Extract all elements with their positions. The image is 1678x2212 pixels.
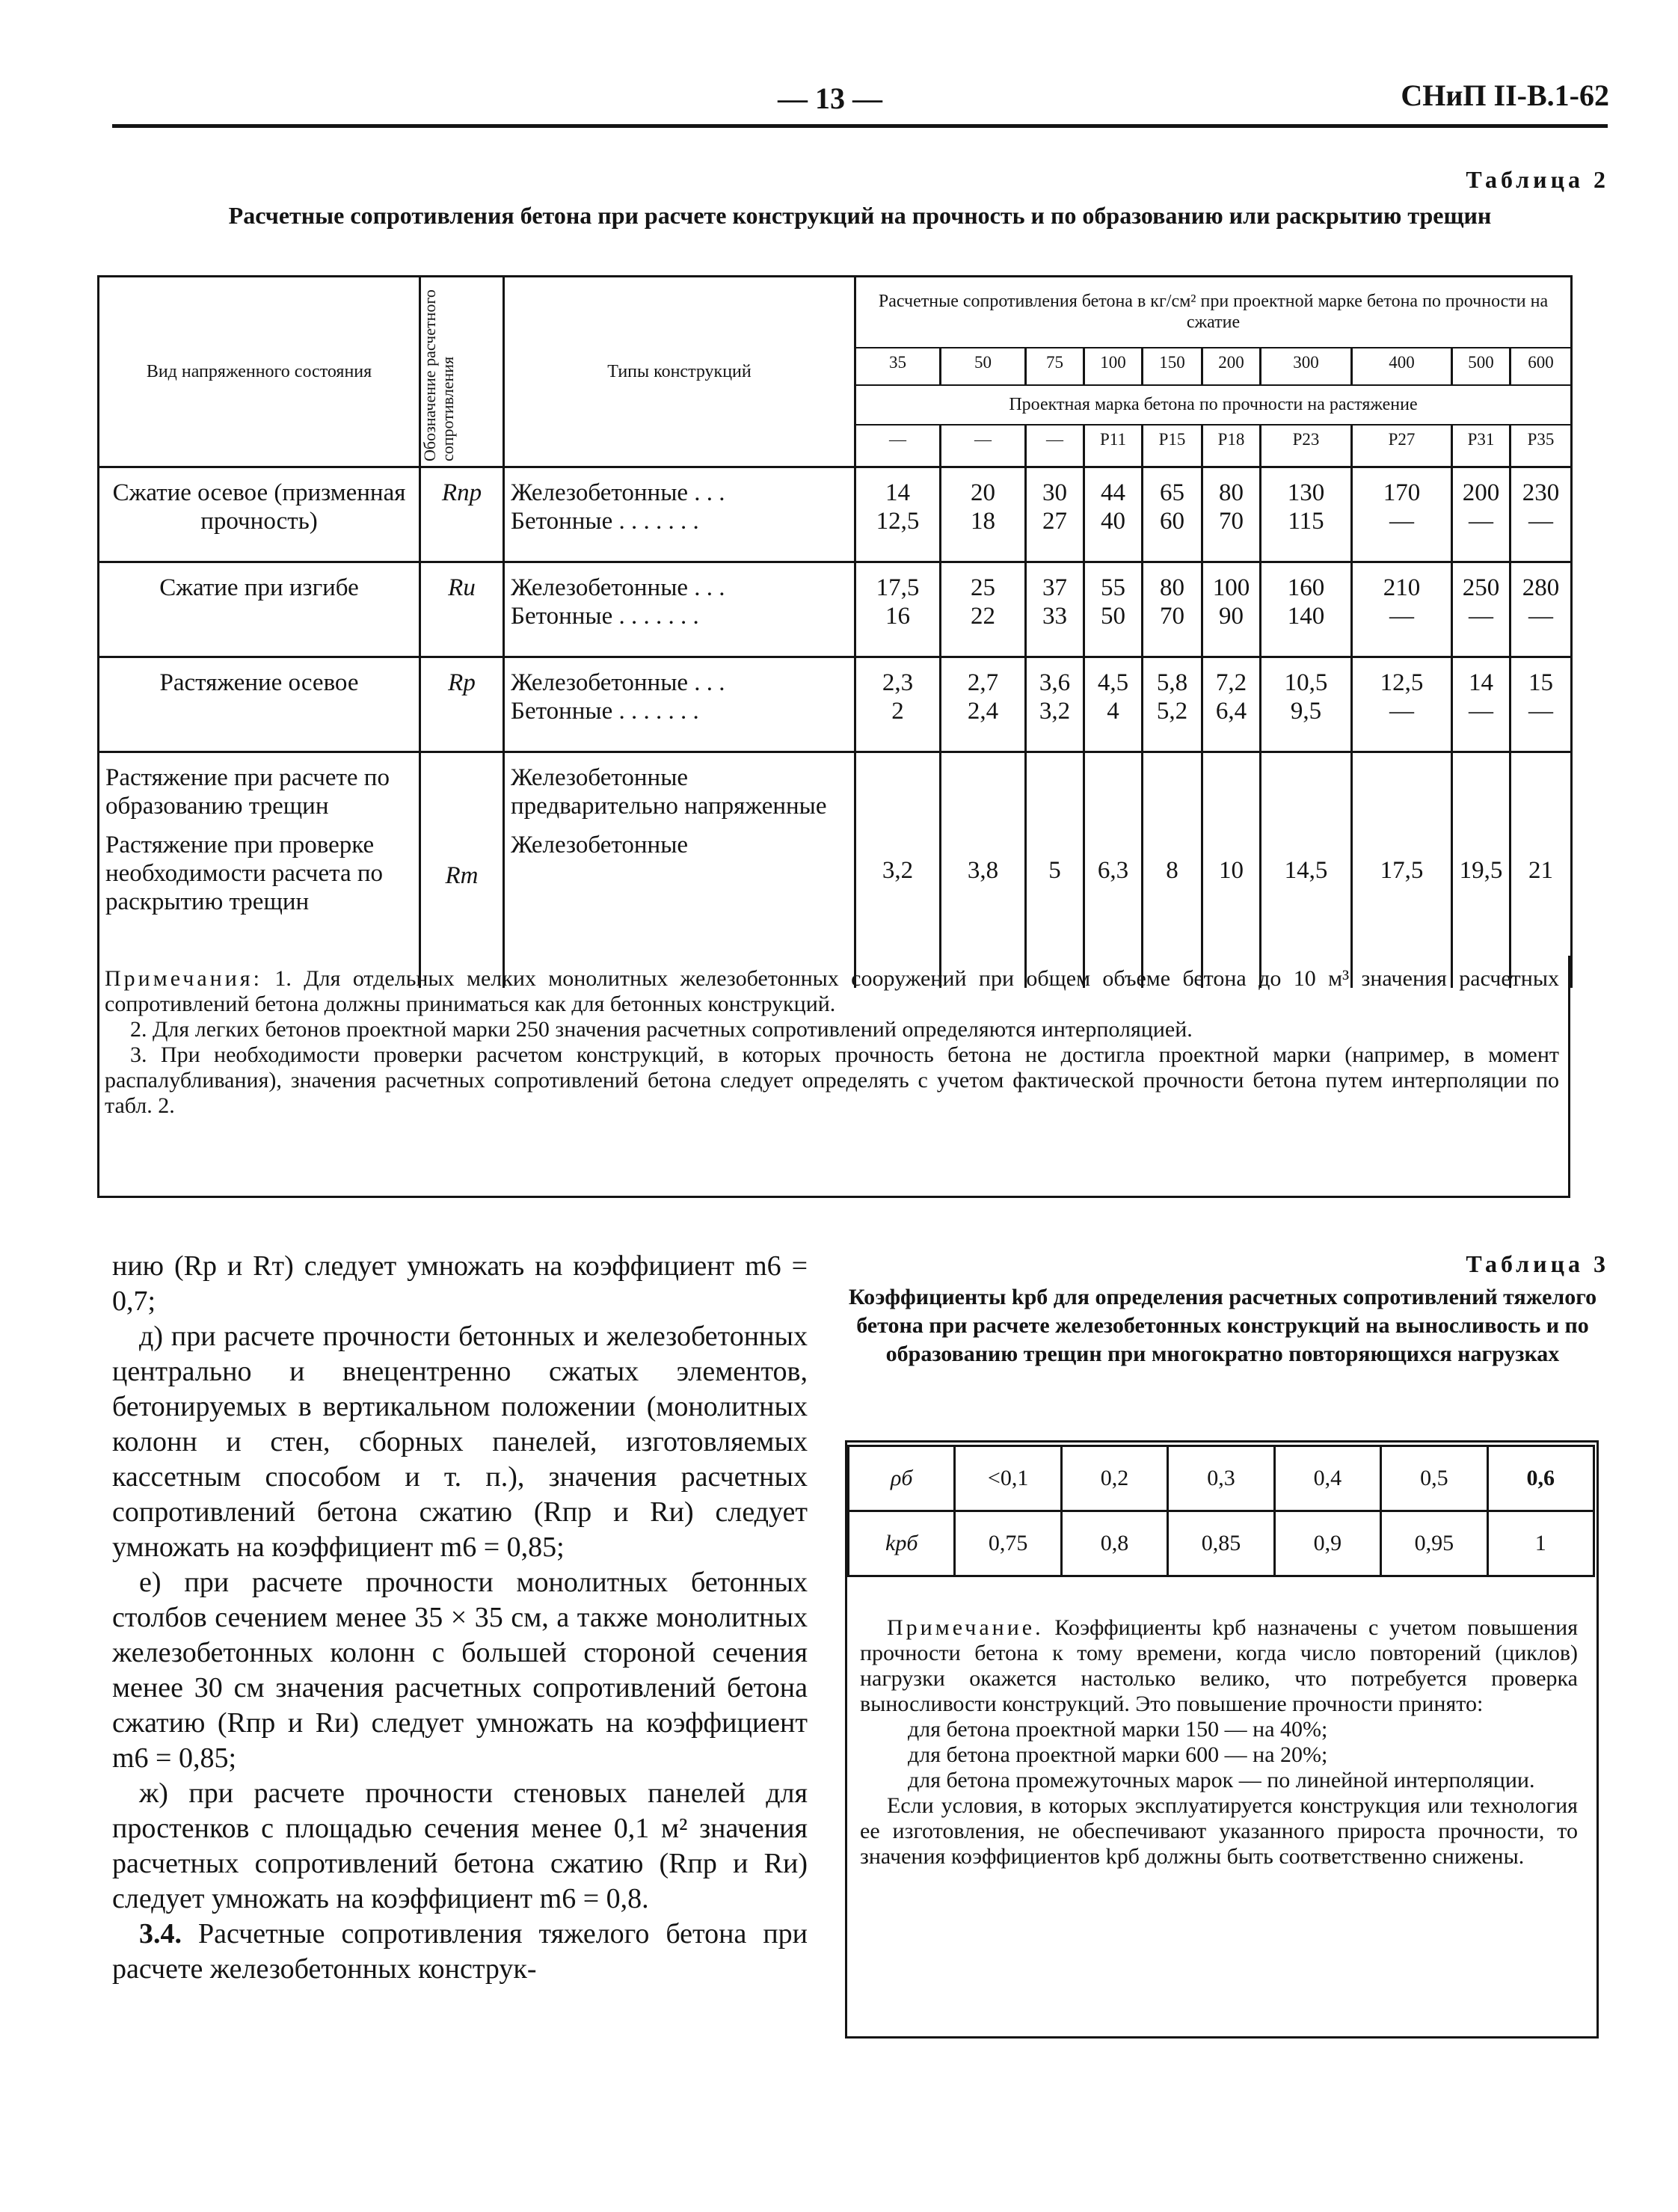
value-cell: 8 — [1143, 752, 1202, 989]
row-kind: Сжатие при изгибе — [99, 562, 420, 657]
col-kind-header: Вид напряженного состояния — [99, 277, 420, 467]
grade-300: 300 — [1261, 348, 1352, 385]
value-cell: 210 — — [1352, 562, 1452, 657]
paragraph-text: Расчетные сопротивления тяжелого бетона при расчете железобетонных конструк- — [112, 1918, 808, 1985]
grade-600: 600 — [1510, 348, 1572, 385]
table-cell: 0,75 — [955, 1511, 1061, 1576]
value-cell: 3,6 3,2 — [1026, 657, 1084, 752]
list-item: для бетона проектной марки 600 — на 20%; — [908, 1742, 1328, 1767]
note-1: 1. Для отдельных мелких монолитных железобетонных сооружений при общем объеме бетона до 10 м³ значения расчетных сопротивлений бетона должны приниматься как для бетонных конструкций. — [105, 966, 1560, 1016]
row-label: kрб — [849, 1511, 955, 1576]
grade-150: 150 — [1143, 348, 1202, 385]
table-cell: 0,85 — [1168, 1511, 1274, 1576]
note-2: 2. Для легких бетонов проектной марки 250 значения расчетных сопротивлений определяются интерполяцией. — [130, 1017, 1193, 1042]
tension-grade: Р35 — [1510, 425, 1572, 466]
paragraph: е) при расчете прочности монолитных бетонных столбов сечением менее 35 × 35 см, а также монолитных железобетонных колонн с большей стороной сечения менее 30 см значения расчетных сопротивлений бетона сжатию (Rпр и Rи) следует умножать на коэффициент m6 = 0,85; — [112, 1567, 808, 1774]
col-values-header: Расчетные сопротивления бетона в кг/см² при проектной марке бетона по прочности на сжатие — [855, 277, 1572, 348]
value-cell: 65 60 — [1143, 467, 1202, 562]
value-cell: 37 33 — [1026, 562, 1084, 657]
value-cell: 10 — [1202, 752, 1261, 989]
note-3: 3. При необходимости проверки расчетом конструкций, в которых прочность бетона не достигла проектной марки (например, в момент распалубливания), значения расчетных сопротивлений бетона следует определять с учетом фактической прочности бетона путем интерполяции по табл. 2. — [105, 1042, 1559, 1118]
value-cell: 4,5 4 — [1084, 657, 1143, 752]
value-cell: 30 27 — [1026, 467, 1084, 562]
paragraph: нию (Rр и Rт) следует умножать на коэффициент m6 = 0,7; — [112, 1250, 808, 1317]
value-cell: 200 — — [1452, 467, 1510, 562]
value-cell: 2,7 2,4 — [941, 657, 1026, 752]
document-code: СНиП II-В.1-62 — [1401, 79, 1609, 112]
grade-100: 100 — [1084, 348, 1143, 385]
row-types: Железобетонные предварительно напряженные Железобетонные — [504, 752, 855, 989]
value-cell: 170 — — [1352, 467, 1452, 562]
tension-grade: Р23 — [1261, 425, 1352, 466]
tension-grade: Р18 — [1202, 425, 1261, 466]
table3-title: Коэффициенты kрб для определения расчетных сопротивлений тяжелого бетона при расчете железобетонных конструкций на выносливость и по образованию трещин при многократно повторяющихся нагрузках — [848, 1285, 1597, 1366]
value-cell: 17,5 16 — [855, 562, 941, 657]
value-cell: 5,8 5,2 — [1143, 657, 1202, 752]
table-cell: 0,95 — [1381, 1511, 1487, 1576]
row-symbol: Rи — [420, 562, 504, 657]
table2-notes — [105, 966, 1559, 1119]
tension-grade: Р27 — [1352, 425, 1452, 466]
table-cell: 1 — [1487, 1511, 1594, 1576]
row-symbol: Rпр — [420, 467, 504, 562]
row-label: ρб — [849, 1446, 955, 1511]
table-cell: 0,9 — [1274, 1511, 1380, 1576]
tension-grade: — — [1026, 425, 1084, 466]
paragraph — [112, 1917, 808, 1987]
value-cell: 280 — — [1510, 562, 1572, 657]
row-types: Железобетонные . . . Бетонные . . . . . . . — [504, 467, 855, 562]
value-cell: 25 22 — [941, 562, 1026, 657]
row-symbol: Rт — [420, 752, 504, 989]
table2-title: Расчетные сопротивления бетона при расчете конструкций на прочность и по образованию или раскрытию трещин — [228, 202, 1492, 229]
table-row — [849, 1446, 1594, 1511]
tension-grade: Р15 — [1143, 425, 1202, 466]
table3 — [847, 1445, 1595, 1577]
note-lead: Примечание. — [887, 1615, 1044, 1640]
value-cell: 80 70 — [1143, 562, 1202, 657]
tension-grade: — — [941, 425, 1026, 466]
note-end: Если условия, в которых эксплуатируется конструкция или технология ее изготовления, не обеспечивают указанного прироста прочности, то значения коэффициентов kрб должны быть соответственно снижены. — [860, 1793, 1578, 1869]
table-cell: 0,2 — [1061, 1446, 1167, 1511]
value-cell: 5 — [1026, 752, 1084, 989]
row-types: Железобетонные . . . Бетонные . . . . . . . — [504, 657, 855, 752]
value-cell: 230 — — [1510, 467, 1572, 562]
row-symbol: Rр — [420, 657, 504, 752]
value-cell: 130 115 — [1261, 467, 1352, 562]
grade-500: 500 — [1452, 348, 1510, 385]
paragraph: ж) при расчете прочности стеновых панелей для простенков с площадью сечения менее 0,1 м² значения расчетных сопротивлений бетона сжатию (Rпр и Rи) следует умножать на коэффициент m6 = 0,8. — [112, 1778, 808, 1914]
grade-200: 200 — [1202, 348, 1261, 385]
table3-note — [860, 1615, 1578, 1870]
table3-label: Таблица 3 — [1466, 1250, 1609, 1277]
row-kind: Растяжение при расчете по образованию трещин Растяжение при проверке необходимости расчета по раскрытию трещин — [99, 752, 420, 989]
table-row — [99, 562, 1572, 657]
list-item: для бетона проектной марки 150 — на 40%; — [908, 1717, 1328, 1742]
tension-grade: Р11 — [1084, 425, 1143, 466]
table-row — [849, 1511, 1594, 1576]
table2-label: Таблица 2 — [1466, 166, 1609, 193]
list-item: для бетона промежуточных марок — по линейной интерполяции. — [908, 1768, 1535, 1792]
table-cell: 0,8 — [1061, 1511, 1167, 1576]
paragraph: д) при расчете прочности бетонных и железобетонных центрально и внецентренно сжатых элементов, бетонируемых в вертикальном положении (монолитных колонн и стен, сборных панелей, изготовляемых кассетным способом и т. п.), значения расчетных сопротивлений бетона сжатию (Rпр и Rи) следует умножать на коэффициент m6 = 0,85; — [112, 1321, 808, 1563]
table-cell: 0,6 — [1487, 1446, 1594, 1511]
table-cell: 0,4 — [1274, 1446, 1380, 1511]
tension-grade: — — [855, 425, 941, 466]
note-text: Коэффициенты kрб назначены с учетом повышения прочности бетона к тому времени, когда число повторений (циклов) нагрузки окажется настолько велико, что потребуется проверка выносливости конструкций. Это повышение прочности принято: — [860, 1615, 1578, 1716]
table-row — [99, 467, 1572, 562]
col-types-header: Типы конструкций — [504, 277, 855, 467]
row-kind: Сжатие осевое (призменная прочность) — [99, 467, 420, 562]
page-number: — 13 — — [778, 82, 882, 115]
value-cell: 14 12,5 — [855, 467, 941, 562]
value-cell: 100 90 — [1202, 562, 1261, 657]
table-row — [99, 752, 1572, 989]
notes-lead: Примечания: — [105, 966, 262, 991]
grade-50: 50 — [941, 348, 1026, 385]
row-types: Железобетонные . . . Бетонные . . . . . . . — [504, 562, 855, 657]
value-cell: 250 — — [1452, 562, 1510, 657]
value-cell: 15 — — [1510, 657, 1572, 752]
tension-grade: Р31 — [1452, 425, 1510, 466]
value-cell: 3,2 — [855, 752, 941, 989]
value-cell: 20 18 — [941, 467, 1026, 562]
value-cell: 7,2 6,4 — [1202, 657, 1261, 752]
row-kind: Растяжение осевое — [99, 657, 420, 752]
grade-75: 75 — [1026, 348, 1084, 385]
value-cell: 55 50 — [1084, 562, 1143, 657]
tension-header: Проектная марка бетона по прочности на растяжение — [855, 385, 1572, 425]
value-cell: 160 140 — [1261, 562, 1352, 657]
value-cell: 3,8 — [941, 752, 1026, 989]
value-cell: 6,3 — [1084, 752, 1143, 989]
value-cell: 14 — — [1452, 657, 1510, 752]
value-cell: 2,3 2 — [855, 657, 941, 752]
value-cell: 14,5 — [1261, 752, 1352, 989]
table-cell: 0,5 — [1381, 1446, 1487, 1511]
value-cell: 12,5 — — [1352, 657, 1452, 752]
col-symbol-header: Обозначение расчетного сопротивления — [420, 277, 504, 467]
table-row — [99, 657, 1572, 752]
grade-400: 400 — [1352, 348, 1452, 385]
header-rule — [112, 124, 1608, 128]
value-cell: 19,5 — [1452, 752, 1510, 989]
grade-35: 35 — [855, 348, 941, 385]
table-cell: 0,3 — [1168, 1446, 1274, 1511]
section-number: 3.4. — [139, 1918, 182, 1950]
value-cell: 21 — [1510, 752, 1572, 989]
value-cell: 44 40 — [1084, 467, 1143, 562]
value-cell: 10,5 9,5 — [1261, 657, 1352, 752]
value-cell: 17,5 — [1352, 752, 1452, 989]
body-column — [112, 1249, 808, 1987]
table2 — [97, 275, 1573, 988]
table-cell: <0,1 — [955, 1446, 1061, 1511]
value-cell: 80 70 — [1202, 467, 1261, 562]
